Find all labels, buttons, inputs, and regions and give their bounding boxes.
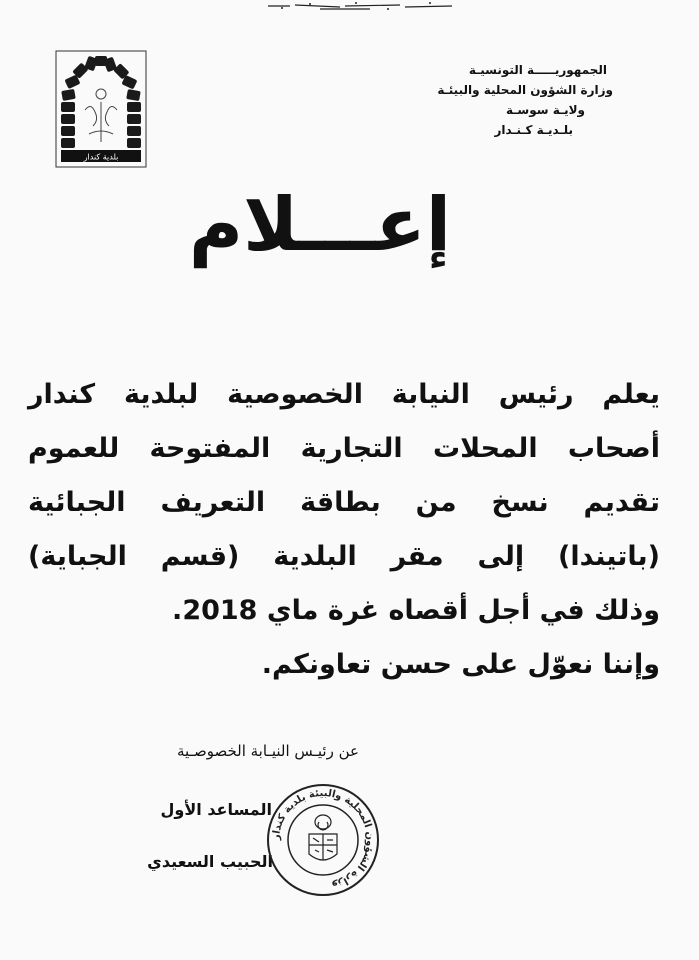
official-stamp	[265, 782, 381, 898]
signature-name: الحبيب السعيدي	[147, 852, 273, 871]
letterhead-republic: الجمهوريـــــة التونسيـة	[468, 63, 607, 77]
signature-on-behalf: عن رئيـس النيـابة الخصوصـية	[177, 742, 359, 760]
body-line-1: يعلم رئيس النيابة الخصوصية لبلدية كندار	[28, 379, 660, 410]
municipality-emblem	[55, 50, 147, 168]
announcement-body	[28, 368, 660, 692]
emblem-caption: بلدية كندار	[83, 152, 119, 162]
scan-edge-noise	[0, 0, 699, 14]
body-line-2: أصحاب المحلات التجارية المفتوحة للعموم	[28, 433, 660, 464]
letterhead-municipality: بلـديـة كـنـدار	[494, 123, 573, 137]
letterhead-governorate: ولايـة سوسـة	[506, 103, 585, 117]
stamp-text: وزارة الشؤون المحلية والبيئة بلدية كندار	[270, 787, 376, 892]
body-line-5: وذلك في أجل أقصاه غرة ماي 2018.	[172, 595, 660, 626]
signature-role: المساعد الأول	[160, 800, 272, 819]
announcement-title: إعـــلام	[188, 182, 452, 268]
body-line-3: تقديم نسخ من بطاقة التعريف الجبائية	[28, 487, 660, 518]
body-line-4: (باتيندا) إلى مقر البلدية (قسم الجباية)	[28, 541, 660, 572]
letterhead-ministry: وزارة الشؤون المحلية والبيئـة	[437, 83, 613, 97]
letterhead	[393, 60, 613, 140]
body-line-6: وإننا نعوّل على حسن تعاونكم.	[261, 649, 660, 680]
